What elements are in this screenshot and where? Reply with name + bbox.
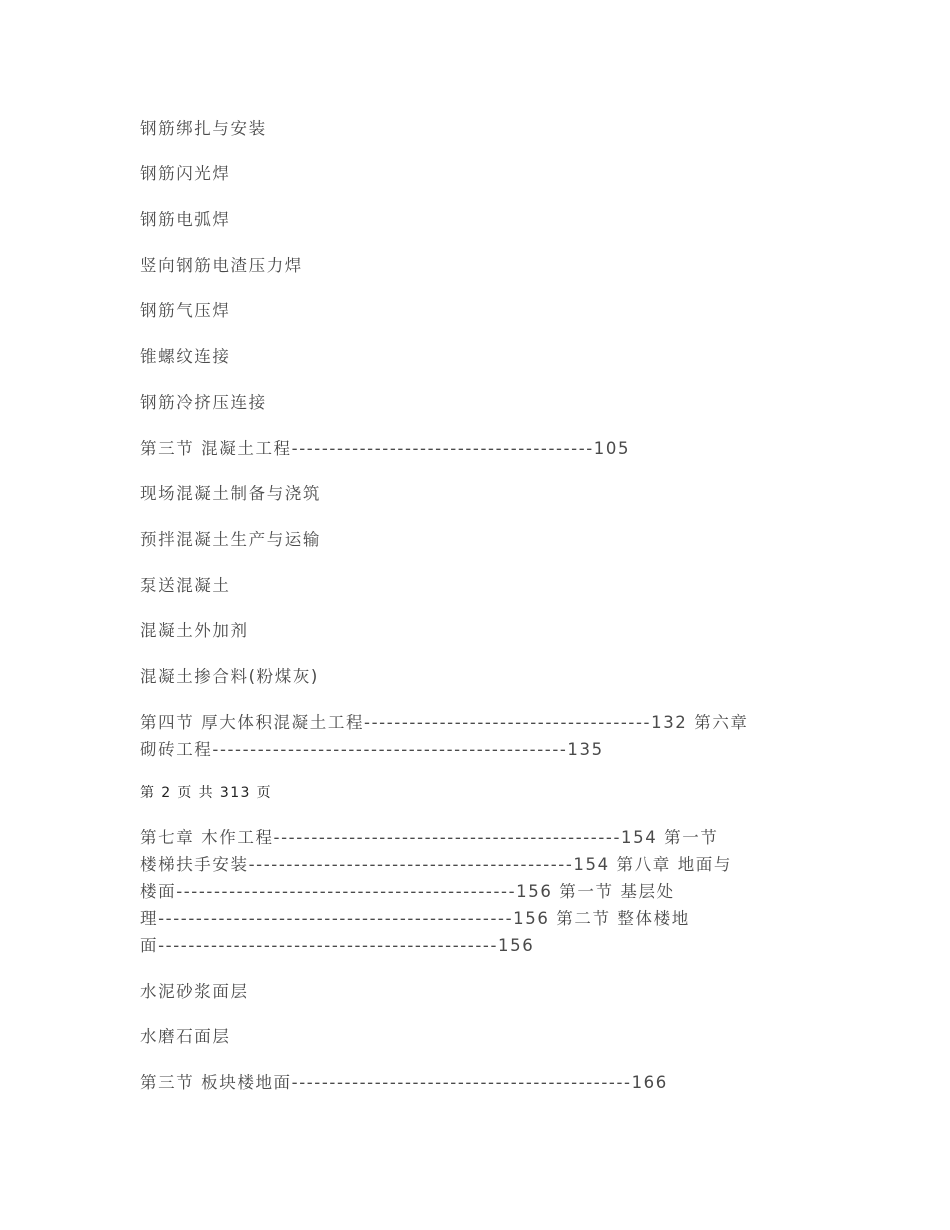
toc-wrapped-line: 第四节 厚大体积混凝土工程--------------------------------------132 第六章 — [140, 713, 749, 732]
toc-section-entry: 第三节 板块楼地面---------------------------------------------166 — [140, 1073, 668, 1092]
toc-wrapped-line: 面---------------------------------------------156 — [140, 936, 535, 955]
toc-wrapped-block — [140, 709, 749, 763]
toc-entry: 预拌混凝土生产与运输 — [140, 530, 321, 549]
toc-entry: 混凝土掺合料(粉煤灰) — [140, 667, 319, 686]
toc-entry: 钢筋电弧焊 — [140, 210, 231, 229]
toc-entry: 泵送混凝土 — [140, 576, 231, 595]
toc-entry: 混凝土外加剂 — [140, 621, 249, 640]
toc-entry: 竖向钢筋电渣压力焊 — [140, 256, 303, 275]
toc-entry: 水泥砂浆面层 — [140, 982, 249, 1001]
toc-entry: 钢筋闪光焊 — [140, 164, 231, 183]
toc-entry: 锥螺纹连接 — [140, 347, 231, 366]
toc-entry: 水磨石面层 — [140, 1027, 231, 1046]
toc-wrapped-block — [140, 824, 732, 959]
toc-entry: 钢筋冷挤压连接 — [140, 393, 267, 412]
toc-section-entry: 第三节 混凝土工程----------------------------------------105 — [140, 439, 631, 458]
toc-wrapped-line: 理-----------------------------------------------156 第二节 整体楼地 — [140, 909, 690, 928]
toc-wrapped-line: 楼面---------------------------------------------156 第一节 基层处 — [140, 882, 675, 901]
toc-entry: 钢筋气压焊 — [140, 301, 231, 320]
toc-entry: 现场混凝土制备与浇筑 — [140, 484, 321, 503]
page-number-footer: 第 2 页 共 313 页 — [140, 785, 273, 801]
toc-entry: 钢筋绑扎与安装 — [140, 119, 267, 138]
toc-wrapped-line: 第七章 木作工程----------------------------------------------154 第一节 — [140, 828, 719, 847]
toc-wrapped-line: 楼梯扶手安装-------------------------------------------154 第八章 地面与 — [140, 855, 732, 874]
toc-wrapped-line: 砌砖工程-----------------------------------------------135 — [140, 740, 604, 759]
